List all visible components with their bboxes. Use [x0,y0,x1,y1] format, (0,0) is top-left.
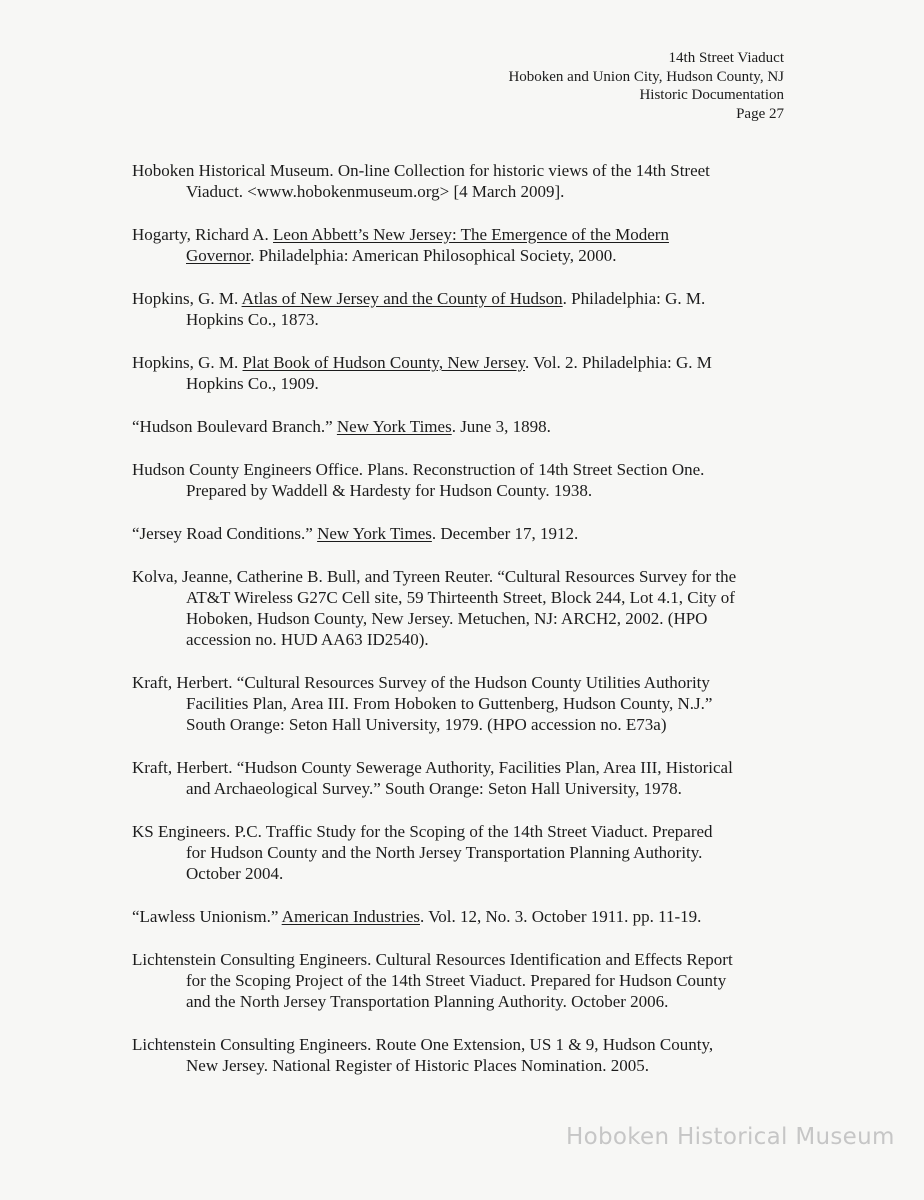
bib-entry: Kraft, Herbert. “Hudson County Sewerage Authority, Facilities Plan, Area III, Historical and Archaeological Survey.” South Orange: Seton Hall University, 1978. [132,758,733,798]
bib-entry: Hoboken Historical Museum. On-line Collection for historic views of the 14th Street Viaduct. <www.hobokenmuseum.org> [4 March 2009]. [132,161,710,201]
header-location: Hoboken and Union City, Hudson County, NJ [508,68,784,85]
page-number: Page 27 [736,105,784,122]
bib-entry: Hopkins, G. M. Atlas of New Jersey and the County of Hudson. Philadelphia: G. M. Hopkins Co., 1873. [132,289,706,329]
bib-entry: “Lawless Unionism.” American Industries. Vol. 12, No. 3. October 1911. pp. 11-19. [132,907,702,926]
bib-entry: Kraft, Herbert. “Cultural Resources Survey of the Hudson County Utilities Authority Facilities Plan, Area III. From Hoboken to Guttenberg, Hudson County, N.J.” South Orange: Seton Hall University, 1979. (HPO accession no. E73a) [132,673,713,734]
bib-entry: Hogarty, Richard A. Leon Abbett’s New Jersey: The Emergence of the Modern Governor. Philadelphia: American Philosophical Society, 2000. [132,225,669,265]
page-header [508,49,784,123]
bib-entry: Lichtenstein Consulting Engineers. Cultural Resources Identification and Effects Report for the Scoping Project of the 14th Street Viaduct. Prepared for Hudson County and the North Jersey Transportation Planning Authority. October 2006. [132,950,733,1011]
bib-entry: Lichtenstein Consulting Engineers. Route One Extension, US 1 & 9, Hudson County, New Jersey. National Register of Historic Places Nomination. 2005. [132,1035,714,1075]
bib-entry: Kolva, Jeanne, Catherine B. Bull, and Tyreen Reuter. “Cultural Resources Survey for the AT&T Wireless G27C Cell site, 59 Thirteenth Street, Block 244, Lot 4.1, City of Hoboken, Hudson County, New Jersey. Metuchen, NJ: ARCH2, 2002. (HPO accession no. HUD AA63 ID2540). [132,567,737,649]
bib-entry: “Hudson Boulevard Branch.” New York Times. June 3, 1898. [132,417,551,436]
bib-entry: Hudson County Engineers Office. Plans. Reconstruction of 14th Street Section One. Prepared by Waddell & Hardesty for Hudson County. 1938. [132,460,705,500]
museum-watermark: Hoboken Historical Museum [566,1124,895,1150]
header-doc-type: Historic Documentation [639,87,784,103]
bibliography [132,160,792,1076]
bib-entry: “Jersey Road Conditions.” New York Times. December 17, 1912. [132,524,579,543]
bib-entry: KS Engineers. P.C. Traffic Study for the Scoping of the 14th Street Viaduct. Prepared for Hudson County and the North Jersey Transportation Planning Authority. October 2004. [132,822,713,883]
header-title: 14th Street Viaduct [668,50,784,66]
bib-entry: Hopkins, G. M. Plat Book of Hudson County, New Jersey. Vol. 2. Philadelphia: G. M Hopkins Co., 1909. [132,353,712,393]
